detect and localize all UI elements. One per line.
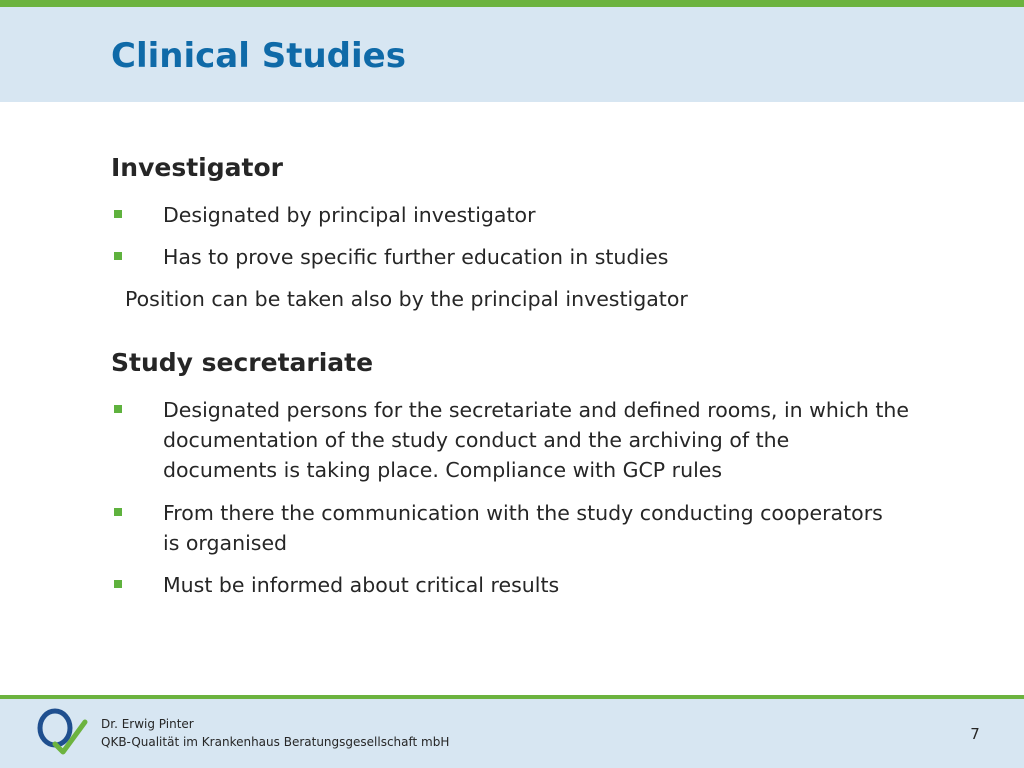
footer-author: Dr. Erwig Pinter: [101, 717, 194, 731]
section-heading-investigator: Investigator: [111, 153, 283, 182]
page-number: 7: [970, 725, 980, 743]
section-heading-study-secretariate: Study secretariate: [111, 348, 374, 377]
square-bullet-icon: [114, 210, 122, 218]
footer-company: QKB-Qualität im Krankenhaus Beratungsgesellschaft mbH: [101, 735, 450, 749]
bullet-text: Has to prove specific further education in studies: [163, 245, 669, 269]
slide-title: Clinical Studies: [111, 36, 406, 76]
square-bullet-icon: [114, 580, 122, 588]
investigator-note: Position can be taken also by the principal investigator: [125, 287, 688, 311]
qkb-logo-icon: [33, 706, 93, 756]
bullet-text: Must be informed about critical results: [163, 573, 560, 597]
square-bullet-icon: [114, 252, 122, 260]
bullet-text: From there the communication with the study conducting cooperators is organised: [163, 501, 883, 555]
bullet-text: Designated by principal investigator: [163, 203, 536, 227]
square-bullet-icon: [114, 405, 122, 413]
bullet-text: Designated persons for the secretariate and defined rooms, in which the documentation of the study conduct and the archiving of the documents is taking place. Compliance with GCP rules: [163, 398, 910, 482]
square-bullet-icon: [114, 508, 122, 516]
top-accent-bar: [0, 0, 1024, 7]
